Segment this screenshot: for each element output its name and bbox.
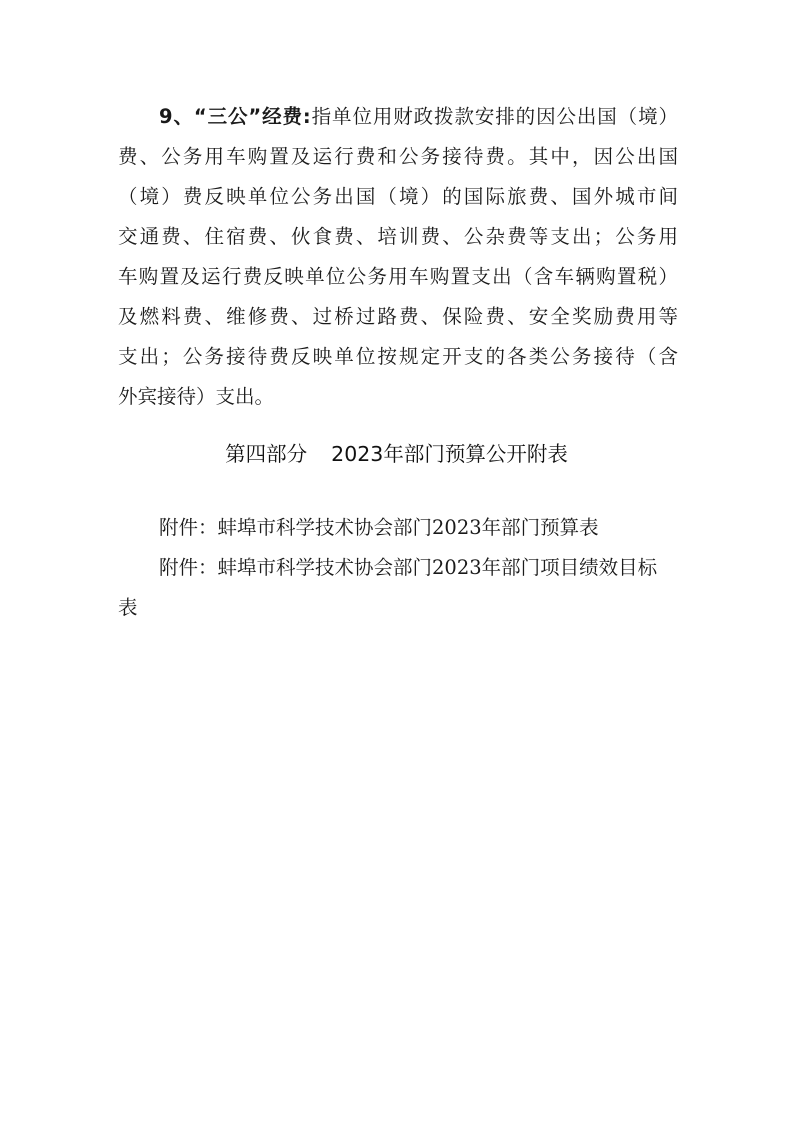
part-4-heading bbox=[0, 434, 793, 474]
section-term: “三公”经费: bbox=[193, 105, 311, 128]
paragraph-text: 指单位用财政拨款安排的因公出国（境） bbox=[310, 105, 678, 128]
paragraph-line-7: 支出；公务接待费反映单位按规定开支的各类公务接待（含 bbox=[118, 345, 678, 368]
paragraph-line-3: （境）费反映单位公务出国（境）的国际旅费、国外城市间 bbox=[118, 185, 678, 208]
paragraph-line-8: 外宾接待）支出。 bbox=[118, 385, 275, 408]
paragraph-line-2: 费、公务用车购置及运行费和公务接待费。其中，因公出国 bbox=[118, 145, 678, 168]
attachment-performance-table: 附件：蚌埠市科学技术协会部门2023年部门项目绩效目标 bbox=[159, 556, 658, 579]
attachment-performance-table-cont: 表 bbox=[118, 596, 138, 619]
paragraph-line-6: 及燃料费、维修费、过桥过路费、保险费、安全奖励费用等 bbox=[118, 305, 678, 328]
section-number: 9、 bbox=[159, 105, 194, 128]
part-4-prefix: 第四部分 bbox=[225, 442, 308, 466]
attachment-budget-table: 附件：蚌埠市科学技术协会部门2023年部门预算表 bbox=[159, 516, 599, 539]
paragraph-line-5: 车购置及运行费反映单位公务用车购置支出（含车辆购置税） bbox=[118, 265, 678, 288]
paragraph-line-1 bbox=[159, 97, 678, 137]
part-4-title: 2023年部门预算公开附表 bbox=[331, 442, 568, 466]
paragraph-line-4: 交通费、住宿费、伙食费、培训费、公杂费等支出；公务用 bbox=[118, 225, 678, 248]
